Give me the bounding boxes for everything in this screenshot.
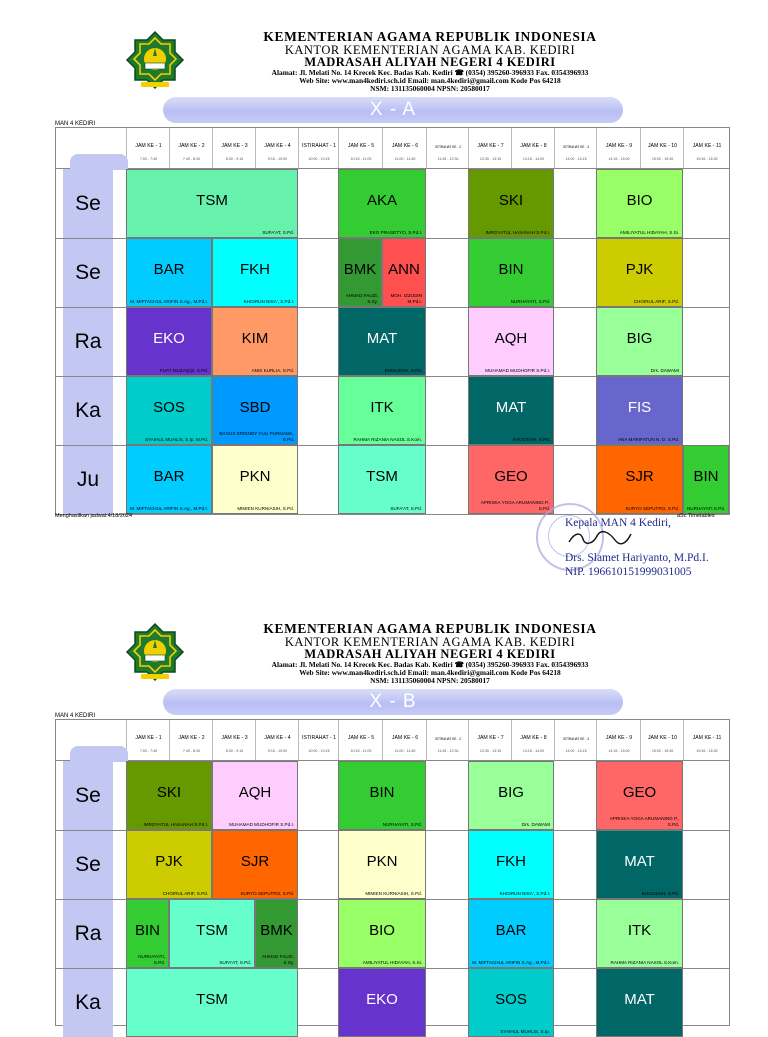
lesson-cell[interactable] bbox=[126, 307, 212, 376]
teacher-name: BAGUS ERIENDY YULI PURNAMA, S.Pd. bbox=[219, 431, 294, 442]
letterhead-line-1: KEMENTERIAN AGAMA REPUBLIK INDONESIA bbox=[263, 29, 597, 44]
subject-code: BAR bbox=[153, 261, 185, 278]
column-label: JAM KE - 9 bbox=[605, 143, 633, 149]
column-label: JAM KE - 11 bbox=[692, 143, 722, 149]
lesson-cell[interactable] bbox=[212, 376, 298, 445]
lesson-cell[interactable] bbox=[212, 307, 298, 376]
lesson-cell[interactable] bbox=[468, 445, 554, 514]
column-time: 15:45 - 16:30 bbox=[696, 749, 718, 753]
class-title-banner bbox=[163, 689, 623, 715]
teacher-name: SURYO SEPUTRO, S.Pd. bbox=[240, 890, 294, 896]
teacher-name: MIMIEN KURNIASIH, S.Pd. bbox=[365, 890, 422, 896]
column-header bbox=[298, 128, 339, 168]
column-header bbox=[426, 128, 469, 168]
lesson-cell[interactable] bbox=[126, 376, 212, 445]
subject-code: SKI bbox=[156, 784, 182, 801]
header-row bbox=[56, 720, 729, 761]
timetable-sheet bbox=[0, 612, 768, 1034]
column-time: 9:15 - 10:00 bbox=[267, 157, 288, 161]
subject-code: BIN bbox=[134, 922, 160, 939]
timetable-grid bbox=[55, 127, 730, 515]
subject-code: BIN bbox=[369, 784, 395, 801]
subject-code: BIO bbox=[369, 922, 395, 939]
teacher-name: Drs. DAWAMI bbox=[650, 367, 679, 373]
teacher-name: NURHAYATI, S.Pd. bbox=[382, 821, 422, 827]
teacher-name: KHOLIDAH, S.Pd. bbox=[384, 367, 422, 373]
column-time: 7:45 - 8:30 bbox=[182, 157, 201, 161]
subject-code: BMK bbox=[260, 922, 293, 939]
lesson-cell[interactable] bbox=[468, 968, 554, 1037]
subject-code: BIG bbox=[626, 330, 653, 347]
lesson-cell[interactable] bbox=[468, 307, 554, 376]
lesson-cell[interactable] bbox=[468, 830, 554, 899]
subject-code: BIN bbox=[693, 468, 719, 485]
teacher-name: MUHAMAD MUDHOFIR S.Pd.I. bbox=[485, 367, 550, 373]
teacher-name: RAHMA RIZANIA NASOL S.Kom. bbox=[353, 436, 422, 442]
letterhead-line-3: MADRASAH ALIYAH NEGERI 4 KEDIRI bbox=[304, 647, 556, 661]
lesson-cell[interactable] bbox=[126, 761, 212, 830]
teacher-name: SURYO SEPUTRO, S.Pd. bbox=[625, 505, 679, 511]
lesson-cell[interactable] bbox=[126, 238, 212, 307]
kemenag-logo bbox=[123, 622, 187, 686]
school-label: MAN 4 KEDIRI bbox=[55, 713, 96, 719]
lesson-cell[interactable] bbox=[468, 899, 554, 968]
column-label: JAM KE - 3 bbox=[221, 143, 248, 149]
subject-code: EKO bbox=[366, 991, 398, 1008]
lesson-cell[interactable] bbox=[596, 761, 683, 830]
subject-code: AQH bbox=[494, 330, 528, 347]
column-header bbox=[338, 720, 383, 760]
teacher-name: NURHAYATI, S.Pd. bbox=[510, 298, 550, 304]
letterhead-line-2: KANTOR KEMENTERIAN AGAMA KAB. KEDIRI bbox=[284, 634, 576, 649]
teacher-name: CHOIRUL ARIF, S.Pd. bbox=[633, 298, 679, 304]
day-column-cap bbox=[70, 154, 128, 170]
lesson-cell[interactable] bbox=[126, 968, 298, 1037]
lesson-cell[interactable] bbox=[126, 169, 298, 238]
column-label: JAM KE - 11 bbox=[692, 735, 722, 741]
day-label: Se bbox=[63, 169, 113, 238]
column-header bbox=[212, 128, 256, 168]
letterhead-line-6: NSM: 131135060004 NPSN: 20580017 bbox=[370, 83, 490, 93]
column-label: JAM KE - 5 bbox=[347, 143, 375, 149]
lesson-cell[interactable] bbox=[596, 445, 683, 514]
signature-block bbox=[565, 516, 709, 580]
teacher-name: RAHMA RIZANIA NASOL S.Kom. bbox=[610, 959, 679, 965]
teacher-name: MIMIEN KURNIASIH, S.Pd. bbox=[237, 505, 294, 511]
subject-code: BMK bbox=[343, 261, 377, 278]
lesson-cell[interactable] bbox=[338, 307, 426, 376]
subject-code: FKH bbox=[496, 853, 526, 870]
subject-code: GEO bbox=[622, 784, 657, 801]
column-label: ISTIRAHAT KE - 2 bbox=[434, 737, 462, 741]
column-time: 7:45 - 8:30 bbox=[182, 749, 201, 753]
teacher-name: EKO PRASETYO, S.Pd.I. bbox=[369, 229, 422, 235]
column-label: JAM KE - 6 bbox=[391, 735, 419, 741]
day-label: Ra bbox=[63, 307, 113, 376]
column-time: 7:00 - 7:45 bbox=[139, 157, 158, 161]
column-label: JAM KE - 8 bbox=[520, 143, 547, 149]
column-label: JAM KE - 3 bbox=[221, 735, 248, 741]
column-header bbox=[382, 128, 427, 168]
subject-code: BAR bbox=[153, 468, 185, 485]
letterhead-line-6: NSM: 131135060004 NPSN: 20580017 bbox=[370, 675, 490, 685]
column-header bbox=[683, 720, 730, 760]
subject-code: MAT bbox=[495, 399, 527, 416]
column-label: ISTIRAHAT KE - 3 bbox=[562, 145, 590, 149]
subject-code: GEO bbox=[494, 468, 528, 485]
column-label: ISTIRAHAT - 1 bbox=[301, 735, 337, 741]
letterhead-line-5: Web Site: www.man4kediri.sch.id Email: man.4kediri@gmail.com Kode Pos 64218 bbox=[299, 75, 561, 85]
lesson-cell[interactable] bbox=[126, 899, 169, 968]
subject-code: BIN bbox=[498, 261, 524, 278]
timetable-sheet bbox=[0, 20, 768, 590]
column-time: 14:15 - 15:00 bbox=[608, 157, 630, 161]
column-header bbox=[169, 720, 213, 760]
column-time: 11:00 - 11:45 bbox=[394, 749, 416, 753]
lesson-cell[interactable] bbox=[683, 445, 729, 514]
subject-code: PKN bbox=[366, 853, 398, 870]
teacher-name: M. MIFTACHUL ARIFIN S.Ag., M.Pd.I. bbox=[130, 298, 208, 304]
timetable-grid bbox=[55, 719, 730, 1034]
column-label: JAM KE - 10 bbox=[647, 143, 678, 149]
signer-nip: NIP. 196610151999031005 bbox=[565, 566, 692, 579]
subject-code: TSM bbox=[196, 991, 228, 1008]
teacher-name: AHMAD FAUZI, S.Sy. bbox=[261, 954, 294, 965]
class-title-banner bbox=[163, 97, 623, 123]
subject-code: PJK bbox=[625, 261, 654, 278]
column-header bbox=[640, 720, 684, 760]
column-time: 15:00 - 15:45 bbox=[651, 749, 674, 753]
column-label: JAM KE - 2 bbox=[178, 735, 205, 741]
day-label: Se bbox=[63, 761, 113, 830]
column-time: 10:15 - 11:00 bbox=[350, 749, 372, 753]
teacher-name: NURHAYATI S.Pd. bbox=[686, 505, 725, 511]
teacher-name: KHOIRUN NISA', S.Pd.I. bbox=[499, 890, 550, 896]
subject-code: ITK bbox=[627, 922, 652, 939]
lesson-cell[interactable] bbox=[212, 238, 298, 307]
subject-code: PJK bbox=[155, 853, 183, 870]
letterhead-line-4: Alamat: Jl. Melati No. 14 Krecek Kec. Badas Kab. Kediri ☎ (0354) 395260-396933 Fax. 0354396933 bbox=[271, 660, 589, 669]
lesson-cell[interactable] bbox=[338, 830, 426, 899]
column-header bbox=[382, 720, 427, 760]
teacher-name: KHOLIDAH, S.Pd. bbox=[512, 436, 550, 442]
subject-code: SJR bbox=[240, 853, 270, 870]
column-label: JAM KE - 4 bbox=[264, 735, 291, 741]
subject-code: ANN bbox=[388, 261, 420, 278]
column-label: JAM KE - 8 bbox=[520, 735, 547, 741]
lesson-cell[interactable] bbox=[596, 307, 683, 376]
column-time: 12:30 - 13:15 bbox=[479, 749, 502, 753]
teacher-name: SUFA'AT, S.Pd. bbox=[390, 505, 422, 511]
column-time: 8:30 - 9:15 bbox=[225, 157, 244, 161]
column-header bbox=[596, 128, 641, 168]
column-time: 8:30 - 9:15 bbox=[225, 749, 244, 753]
column-label: JAM KE - 6 bbox=[391, 143, 419, 149]
lesson-cell[interactable] bbox=[338, 376, 426, 445]
teacher-name: MOH. IZZUDIN M.Pd.I. bbox=[390, 293, 422, 304]
column-time: 14:00 - 14:15 bbox=[565, 749, 587, 753]
column-time: 13:15 - 14:00 bbox=[522, 749, 545, 753]
subject-code: MAT bbox=[624, 991, 655, 1008]
generated-timestamp: Menghasilkan jadwal:4/18/2024 bbox=[55, 513, 133, 519]
subject-code: PKN bbox=[239, 468, 271, 485]
letterhead-line-4: Alamat: Jl. Melati No. 14 Krecek Kec. Badas Kab. Kediri ☎ (0354) 395260-396933 Fax. 0354396933 bbox=[271, 68, 589, 77]
column-label: ISTIRAHAT KE - 2 bbox=[434, 145, 462, 149]
lesson-cell[interactable] bbox=[338, 968, 426, 1037]
subject-code: EKO bbox=[153, 330, 185, 347]
letterhead-line-1: KEMENTERIAN AGAMA REPUBLIK INDONESIA bbox=[263, 621, 597, 636]
teacher-name: APRISKA YOGA ARUMANING P., S.Pd. bbox=[480, 500, 550, 511]
letterhead-line-5: Web Site: www.man4kediri.sch.id Email: man.4kediri@gmail.com Kode Pos 64218 bbox=[299, 667, 561, 677]
teacher-name: IMROYATUL HASANAH S.Pd.I. bbox=[143, 821, 208, 827]
subject-code: BIG bbox=[498, 784, 524, 801]
teacher-name: IMROYATUL HASANAH S.Pd.I. bbox=[485, 229, 550, 235]
lesson-cell[interactable] bbox=[212, 761, 298, 830]
signer-name: Drs. Slamet Hariyanto, M.Pd.I. bbox=[565, 551, 709, 564]
teacher-name: KHOIRUN NISA', S.Pd.I. bbox=[243, 298, 294, 304]
column-time: 15:00 - 15:45 bbox=[651, 157, 674, 161]
lesson-cell[interactable] bbox=[596, 169, 683, 238]
kemenag-logo bbox=[123, 30, 187, 94]
column-time: 10:15 - 11:00 bbox=[350, 157, 372, 161]
lesson-cell[interactable] bbox=[468, 761, 554, 830]
lesson-cell[interactable] bbox=[126, 445, 212, 514]
class-title: X - B bbox=[369, 691, 417, 712]
column-label: JAM KE - 5 bbox=[347, 735, 375, 741]
column-header bbox=[554, 720, 597, 760]
column-label: JAM KE - 7 bbox=[477, 735, 504, 741]
subject-code: ITK bbox=[370, 399, 394, 416]
lesson-cell[interactable] bbox=[468, 238, 554, 307]
lesson-cell[interactable] bbox=[596, 238, 683, 307]
column-header bbox=[596, 720, 641, 760]
column-header bbox=[338, 128, 383, 168]
lesson-cell[interactable] bbox=[468, 169, 554, 238]
column-header bbox=[468, 128, 512, 168]
column-header bbox=[255, 128, 299, 168]
subject-code: AQH bbox=[238, 784, 272, 801]
teacher-name: Drs. DAWAMI bbox=[521, 821, 550, 827]
lesson-cell[interactable] bbox=[596, 830, 683, 899]
lesson-cell[interactable] bbox=[596, 899, 683, 968]
column-label: JAM KE - 1 bbox=[135, 735, 162, 741]
teacher-name: M. MIFTACHUL ARIFIN S.Ag., M.Pd.I. bbox=[130, 505, 208, 511]
lesson-cell[interactable] bbox=[255, 899, 298, 968]
subject-code: SKI bbox=[498, 192, 524, 209]
column-time: 9:15 - 10:00 bbox=[267, 749, 288, 753]
column-header bbox=[255, 720, 299, 760]
teacher-name: MUHAMAD MUDHOFIR S.Pd.I. bbox=[229, 821, 294, 827]
software-credit: aSc Timetables bbox=[677, 513, 715, 519]
teacher-name: ANA MARIFATUN N. D. S.Pd. bbox=[618, 436, 679, 442]
day-label: Ka bbox=[63, 968, 113, 1037]
column-label: JAM KE - 9 bbox=[605, 735, 633, 741]
subject-code: MAT bbox=[366, 330, 398, 347]
letterhead bbox=[200, 622, 660, 684]
column-label: JAM KE - 4 bbox=[264, 143, 291, 149]
column-time: 10:00 - 10:15 bbox=[308, 749, 330, 753]
letterhead bbox=[200, 30, 660, 92]
school-label: MAN 4 KEDIRI bbox=[55, 121, 96, 127]
teacher-name: FUAT MUZAQQI, S.Pd. bbox=[159, 367, 208, 373]
column-time: 11:45 - 12:30 bbox=[437, 749, 459, 753]
column-time: 13:15 - 14:00 bbox=[522, 157, 545, 161]
teacher-name: KHOLIDAH, S.Pd. bbox=[641, 890, 679, 896]
column-label: ISTIRAHAT KE - 3 bbox=[562, 737, 590, 741]
column-time: 10:00 - 10:15 bbox=[308, 157, 330, 161]
column-time: 11:00 - 11:45 bbox=[394, 157, 416, 161]
column-label: JAM KE - 1 bbox=[135, 143, 162, 149]
column-time: 7:00 - 7:45 bbox=[139, 749, 158, 753]
subject-code: SBD bbox=[239, 399, 271, 416]
subject-code: SOS bbox=[495, 991, 527, 1008]
subject-code: BIO bbox=[626, 192, 653, 209]
teacher-name: AHMAD FAUZI, S.Sy. bbox=[345, 293, 378, 304]
column-header bbox=[468, 720, 512, 760]
letterhead-line-2: KANTOR KEMENTERIAN AGAMA KAB. KEDIRI bbox=[284, 42, 576, 57]
lesson-cell[interactable] bbox=[338, 238, 382, 307]
subject-code: TSM bbox=[196, 922, 228, 939]
subject-code: KIM bbox=[241, 330, 269, 347]
day-label: Se bbox=[63, 830, 113, 899]
column-label: JAM KE - 10 bbox=[647, 735, 678, 741]
day-column-cap bbox=[70, 746, 128, 762]
subject-code: SOS bbox=[153, 399, 185, 416]
subject-code: TSM bbox=[196, 192, 228, 209]
column-time: 15:45 - 16:30 bbox=[696, 157, 718, 161]
lesson-cell[interactable] bbox=[338, 169, 426, 238]
column-header bbox=[640, 128, 684, 168]
subject-code: SJR bbox=[625, 468, 654, 485]
lesson-cell[interactable] bbox=[382, 238, 426, 307]
teacher-name: ANIS KURLIA, S.Pd. bbox=[251, 367, 294, 373]
column-time: 12:30 - 13:15 bbox=[479, 157, 502, 161]
day-label: Se bbox=[63, 238, 113, 307]
letterhead-line-3: MADRASAH ALIYAH NEGERI 4 KEDIRI bbox=[304, 55, 556, 69]
column-header bbox=[426, 720, 469, 760]
column-header bbox=[212, 720, 256, 760]
column-header bbox=[511, 720, 555, 760]
lesson-cell[interactable] bbox=[468, 376, 554, 445]
column-label: ISTIRAHAT - 1 bbox=[301, 143, 337, 149]
class-title: X - A bbox=[369, 99, 417, 120]
day-label: Ju bbox=[63, 445, 113, 514]
lesson-cell[interactable] bbox=[338, 445, 426, 514]
lesson-cell[interactable] bbox=[338, 899, 426, 968]
signature-scribble bbox=[565, 530, 709, 550]
lesson-cell[interactable] bbox=[212, 445, 298, 514]
day-label: Ka bbox=[63, 376, 113, 445]
lesson-cell[interactable] bbox=[338, 761, 426, 830]
teacher-name: SYAIHUL MUHLIS, S.Ip. M.Pd. bbox=[144, 436, 208, 442]
column-time: 14:00 - 14:15 bbox=[565, 157, 587, 161]
subject-code: AKA bbox=[366, 192, 397, 209]
column-header bbox=[554, 128, 597, 168]
column-label: JAM KE - 7 bbox=[477, 143, 504, 149]
subject-code: FIS bbox=[627, 399, 652, 416]
teacher-name: APRISKA YOGA ARUMANING P., S.Pd. bbox=[609, 816, 679, 827]
day-label: Ra bbox=[63, 899, 113, 968]
teacher-name: NURHAYATI, S.Pd. bbox=[138, 954, 165, 965]
column-header bbox=[511, 128, 555, 168]
lesson-cell[interactable] bbox=[169, 899, 255, 968]
teacher-name: SYAIHUL MUHLIS, S.Ip. bbox=[500, 1028, 550, 1034]
teacher-name: SUFA'AT, S.Pd. bbox=[219, 959, 251, 965]
lesson-cell[interactable] bbox=[126, 830, 212, 899]
lesson-cell[interactable] bbox=[596, 376, 683, 445]
column-time: 11:45 - 12:30 bbox=[437, 157, 459, 161]
column-header bbox=[169, 128, 213, 168]
teacher-name: AMILIYATUL HIDAYAH, S.Si. bbox=[362, 959, 422, 965]
column-header bbox=[683, 128, 730, 168]
column-time: 14:15 - 15:00 bbox=[608, 749, 630, 753]
teacher-name: SUFA'AT, S.Pd. bbox=[262, 229, 294, 235]
teacher-name: CHOIRUL ARIF, S.Pd. bbox=[162, 890, 208, 896]
header-row bbox=[56, 128, 729, 169]
column-header bbox=[298, 720, 339, 760]
column-header bbox=[126, 720, 170, 760]
lesson-cell[interactable] bbox=[212, 830, 298, 899]
subject-code: BAR bbox=[495, 922, 527, 939]
column-header bbox=[126, 128, 170, 168]
signer-title: Kepala MAN 4 Kediri, bbox=[565, 517, 672, 529]
subject-code: TSM bbox=[366, 468, 398, 485]
subject-code: FKH bbox=[240, 261, 270, 278]
teacher-name: M. MIFTACHUL ARIFIN S.Ag., M.Pd.I. bbox=[472, 959, 550, 965]
column-label: JAM KE - 2 bbox=[178, 143, 205, 149]
teacher-name: AMILIYATUL HIDAYAH, S.Si. bbox=[619, 229, 679, 235]
lesson-cell[interactable] bbox=[596, 968, 683, 1037]
subject-code: MAT bbox=[624, 853, 655, 870]
